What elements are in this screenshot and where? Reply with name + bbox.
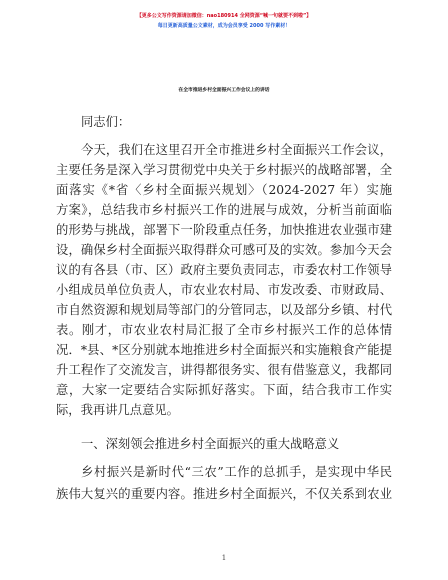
paragraph-line: 设，确保乡村全面振兴取得群众可感可及的实效。参加今天会 — [56, 243, 392, 257]
paragraph-line: 市自然资源和规划局等部门的分管同志，以及部分乡镇、村代 — [56, 303, 392, 317]
section-heading-1: 一、深刻领会推进乡村全面振兴的重大战略意义 — [81, 437, 340, 451]
paragraph-line: 今天，我们在这里召开全市推进乡村全面振兴工作会议， — [81, 143, 392, 157]
paragraph-line: 方案》，总结我市乡村振兴工作的进展与成效，分析当前面临 — [56, 203, 392, 217]
paragraph-line: 议的有各县（市、区）政府主要负责同志，市委农村工作领导 — [56, 263, 392, 277]
page-number: 1 — [221, 554, 227, 562]
paragraph-line: 乡村振兴是新时代“三农”工作的总抓手，是实现中华民 — [81, 465, 392, 479]
promo-banner-sub: 每日更新高质量公文素材，成为会员享受 2000 写作素材！ — [157, 23, 291, 29]
paragraph-line: 的形势与挑战，部署下一阶段重点任务，加快推进农业强市建 — [56, 223, 392, 237]
paragraph-line: 主要任务是深入学习贯彻党中央关于乡村振兴的战略部署，全 — [56, 163, 392, 177]
paragraph-line: 况．*县、*区分别就本地推进乡村全面振兴和实施粮食产能提 — [56, 343, 392, 357]
paragraph-line: 面落实《*省〈乡村全面振兴规划〉（2024-2027 年）实施 — [56, 183, 392, 197]
paragraph-line: 意，大家一定要结合实际抓好落实。下面，结合我市工作实 — [56, 383, 392, 397]
paragraph-line: 族伟大复兴的重要内容。推进乡村全面振兴，不仅关系到农业 — [56, 487, 392, 501]
greeting: 同志们： — [81, 115, 131, 129]
paragraph-line: 升工程作了交流发言，讲得都很务实、很有借鉴意义，我都同 — [56, 363, 392, 377]
paragraph-line: 小组成员单位负责人，市农业农村局、市发改委、市财政局、 — [56, 283, 392, 297]
document-title: 在全市推进乡村全面振兴工作会议上的讲话 — [178, 88, 270, 93]
paragraph-line: 表。刚才，市农业农村局汇报了全市乡村振兴工作的总体情 — [56, 323, 392, 337]
promo-banner-top: 【更多公文写作资源请加微信：nao180914 全网资源“喊一句就要不到啦”】 — [136, 13, 312, 19]
paragraph-line: 际，我再讲几点意见。 — [56, 403, 179, 417]
